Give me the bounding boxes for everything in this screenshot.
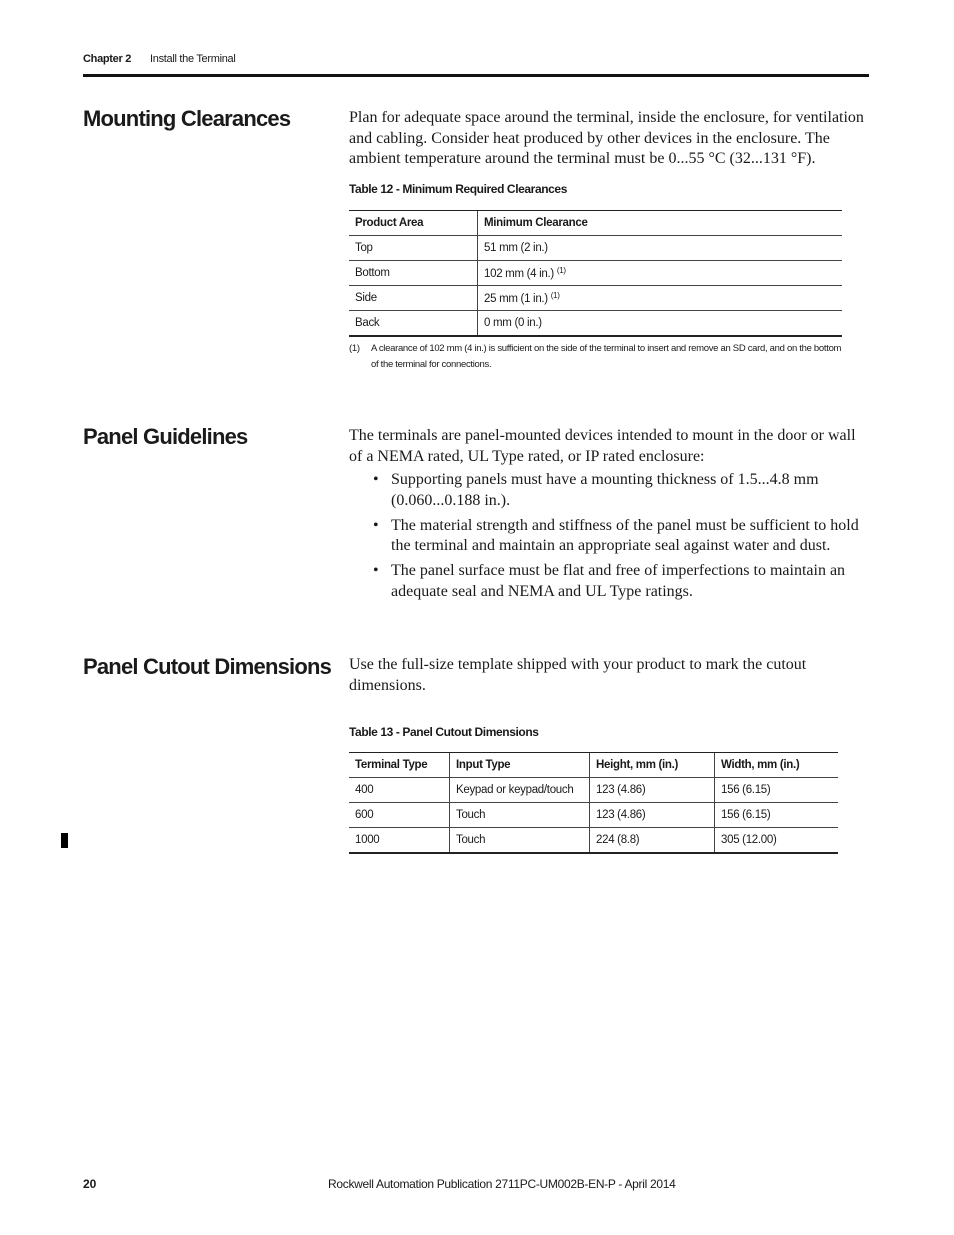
chapter-title: Install the Terminal: [150, 53, 236, 65]
table-cell: 305 (12.00): [715, 828, 839, 854]
bullet-icon: •: [373, 471, 379, 488]
clearance-value: 0 mm (0 in.): [484, 317, 542, 329]
table-row: [349, 311, 842, 337]
column-header: Input Type: [450, 753, 590, 778]
table-cell: Side: [349, 286, 478, 311]
column-header: Width, mm (in.): [715, 753, 839, 778]
table-row: [349, 236, 842, 261]
column-header: Terminal Type: [349, 753, 450, 778]
list-item: [349, 516, 869, 557]
heading-panel-guidelines: Panel Guidelines: [83, 424, 248, 449]
table-cell: Bottom: [349, 261, 478, 286]
table-cell: Touch: [450, 828, 590, 854]
table13-caption: Table 13 - Panel Cutout Dimensions: [349, 725, 539, 739]
list-item: [349, 470, 869, 511]
footnote-ref: (1): [556, 266, 566, 275]
change-bar: [61, 833, 68, 848]
table-row: [349, 828, 838, 854]
table-header-row: [349, 211, 842, 236]
list-item-text: The material strength and stiffness of the panel must be sufficient to hold the terminal and maintain an appropriate seal against water and dust.: [391, 516, 859, 554]
table12-footnote: [349, 341, 849, 373]
page-number: 20: [83, 1177, 97, 1191]
table-cell: Keypad or keypad/touch: [450, 778, 590, 803]
column-header: Product Area: [349, 211, 478, 236]
footnote-text: A clearance of 102 mm (4 in.) is sufficient on the side of the terminal to insert and remove an SD card, and on the bottom of the terminal for connections.: [371, 343, 842, 370]
mounting-body-text: Plan for adequate space around the terminal, inside the enclosure, for ventilation and cabling. Consider heat produced by other devices in the enclosure. The ambient temperature around the terminal must be 0...55 °C (32...131 °F).: [349, 109, 864, 167]
table-cell: 224 (8.8): [590, 828, 715, 854]
table-cell: 123 (4.86): [590, 778, 715, 803]
cutout-dimensions-table: [349, 752, 838, 854]
chapter-label: Chapter 2: [83, 53, 132, 65]
clearance-value: 102 mm (4 in.): [484, 268, 554, 280]
table-cell: [478, 311, 843, 337]
publication-info: Rockwell Automation Publication 2711PC-UM002B-EN-P - April 2014: [328, 1177, 676, 1191]
table-row: [349, 778, 838, 803]
column-header: Minimum Clearance: [478, 211, 843, 236]
table-cell: Back: [349, 311, 478, 337]
table-row: [349, 261, 842, 286]
table-cell: 1000: [349, 828, 450, 854]
clearance-value: 25 mm (1 in.): [484, 293, 548, 305]
table-cell: 156 (6.15): [715, 778, 839, 803]
table-cell: [478, 261, 843, 286]
heading-mounting-clearances: Mounting Clearances: [83, 106, 291, 131]
table-cell: 123 (4.86): [590, 803, 715, 828]
table-cell: Top: [349, 236, 478, 261]
bullet-icon: •: [373, 516, 379, 534]
footnote-ref: (1): [550, 291, 560, 300]
bullet-icon: •: [373, 562, 379, 579]
heading-panel-cutout-dimensions: Panel Cutout Dimensions: [83, 654, 332, 679]
page-header: [83, 53, 869, 77]
clearance-value: 51 mm (2 in.): [484, 242, 548, 254]
table-cell: [478, 236, 843, 261]
panel-body-text: The terminals are panel-mounted devices intended to mount in the door or wall of a NEMA rated, UL Type rated, or IP rated enclosure:: [349, 427, 856, 465]
table-cell: 600: [349, 803, 450, 828]
table-row: [349, 803, 838, 828]
cutout-body-text: Use the full-size template shipped with your product to mark the cutout dimensions.: [349, 656, 807, 694]
table-row: [349, 286, 842, 311]
panel-requirements-list: [349, 470, 869, 607]
footnote-number: (1): [349, 343, 360, 354]
table-cell: [478, 286, 843, 311]
header-rule: [83, 74, 869, 77]
list-item-text: Supporting panels must have a mounting thickness of 1.5...4.8 mm (0.060...0.188 in.).: [391, 471, 819, 509]
table-header-row: [349, 753, 838, 778]
table-cell: 156 (6.15): [715, 803, 839, 828]
list-item-text: The panel surface must be flat and free of imperfections to maintain an adequate seal and NEMA and UL Type ratings.: [391, 562, 846, 600]
clearances-table: [349, 210, 842, 337]
table-cell: Touch: [450, 803, 590, 828]
list-item: [349, 561, 869, 602]
column-header: Height, mm (in.): [590, 753, 715, 778]
table-cell: 400: [349, 778, 450, 803]
table12-caption: Table 12 - Minimum Required Clearances: [349, 182, 567, 196]
